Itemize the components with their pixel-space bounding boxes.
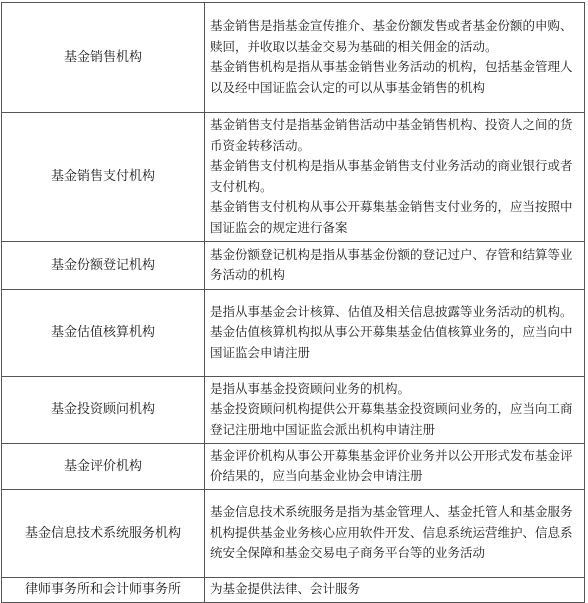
- institution-description: [205, 242, 585, 290]
- description-paragraph: 基金估值核算机构拟从事公开募集基金估值核算业务的，应当向中国证监会申请注册: [210, 324, 573, 360]
- institution-name: 基金份额登记机构: [2, 242, 205, 290]
- table-row: [2, 578, 585, 603]
- fund-service-institutions-table: [1, 2, 585, 603]
- description-paragraph: 基金份额登记机构是指从事基金份额的登记过户、存管和结算等业务活动的机构: [210, 246, 573, 282]
- institution-description: [205, 444, 585, 490]
- table-row: [2, 242, 585, 290]
- description-paragraph: 基金销售支付机构从事公开募集基金销售支付业务的，应当按照中国证监会的规定进行备案: [210, 199, 573, 235]
- description-paragraph: 基金信息技术系统服务是指为基金管理人、基金托管人和基金服务机构提供基金业务核心应用软件开发、信息系统运营维护、信息系统安全保障和基金交易电子商务平台等的业务活动: [210, 504, 573, 561]
- table-row: [2, 3, 585, 113]
- table-row: [2, 490, 585, 578]
- institution-name: 律师事务所和会计师事务所: [2, 578, 205, 603]
- description-paragraph: 基金销售支付机构是指从事基金销售支付业务活动的商业银行或者支付机构。: [210, 158, 573, 194]
- institution-description: [205, 578, 585, 603]
- institution-description: [205, 113, 585, 242]
- table-row: [2, 290, 585, 377]
- institution-name: 基金估值核算机构: [2, 290, 205, 377]
- institution-description: [205, 3, 585, 113]
- description-paragraph: 是指从事基金会计核算、估值及相关信息披露等业务活动的机构。: [210, 303, 573, 319]
- institution-description: [205, 490, 585, 578]
- description-paragraph: 基金销售是指基金宣传推介、基金份额发售或者基金份额的申购、赎回，并收取以基金交易为基础的相关佣金的活动。: [210, 18, 573, 54]
- description-paragraph: 为基金提供法律、会计服务: [210, 581, 361, 596]
- institution-name: 基金销售机构: [2, 3, 205, 113]
- institution-name: 基金信息技术系统服务机构: [2, 490, 205, 578]
- institution-description: [205, 377, 585, 444]
- description-paragraph: 基金投资顾问机构提供公开募集基金投资顾问业务的，应当向工商登记注册地中国证监会派出机构申请注册: [210, 401, 573, 437]
- institution-description: [205, 290, 585, 377]
- table-row: [2, 377, 585, 444]
- description-paragraph: 基金销售机构是指从事基金销售业务活动的机构，包括基金管理人以及经中国证监会认定的可以从事基金销售的机构: [210, 59, 573, 95]
- table-row: [2, 113, 585, 242]
- table-row: [2, 444, 585, 490]
- description-paragraph: 基金评价机构从事公开募集基金评价业务并以公开形式发布基金评价结果的，应当向基金业协会申请注册: [210, 447, 573, 483]
- description-paragraph: 是指从事基金投资顾问业务的机构。: [210, 380, 411, 396]
- institution-name: 基金投资顾问机构: [2, 377, 205, 444]
- description-paragraph: 基金销售支付是指基金销售活动中基金销售机构、投资人之间的货币资金转移活动。: [210, 117, 573, 153]
- institution-name: 基金评价机构: [2, 444, 205, 490]
- institution-name: 基金销售支付机构: [2, 113, 205, 242]
